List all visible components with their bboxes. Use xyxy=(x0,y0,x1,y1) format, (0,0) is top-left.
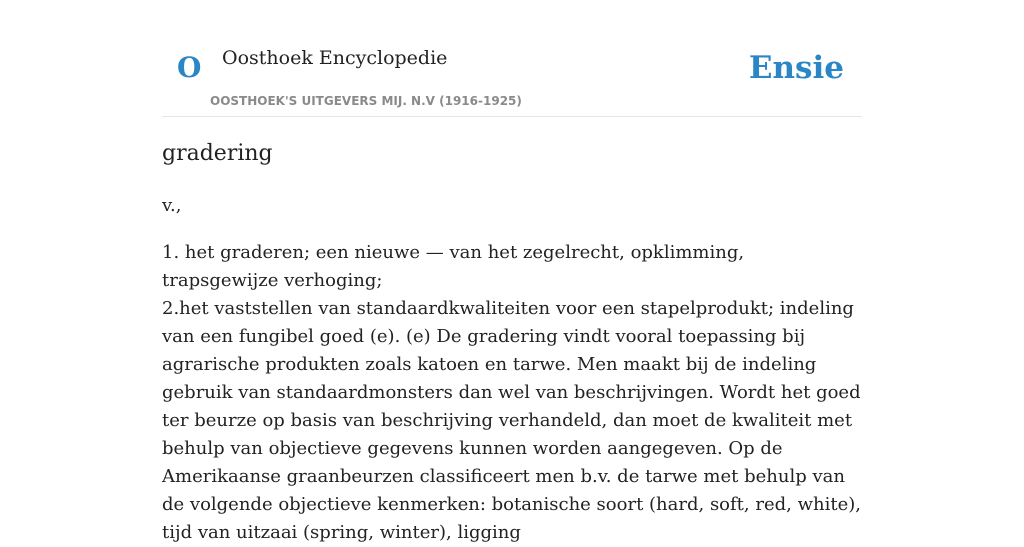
content-container xyxy=(162,0,862,543)
part-of-speech: v., xyxy=(162,195,182,216)
site-title[interactable]: Oosthoek Encyclopedie xyxy=(222,47,448,69)
site-logo[interactable]: O xyxy=(177,51,202,84)
entry-headword: gradering xyxy=(162,141,273,166)
publisher-label: OOSTHOEK'S UITGEVERS MIJ. N.V (1916-1925) xyxy=(210,94,522,108)
site-header xyxy=(162,0,862,117)
entry-definition xyxy=(162,239,862,547)
definition-2: 2.het vaststellen van standaardkwaliteiten voor een stapelprodukt; indeling van een fungibel goed (e). (e) De gradering vindt vooral toepassing bij agrarische produkten zoals katoen en tarwe. Men maakt bij de indeling gebruik van standaardmonsters dan wel van beschrijvingen. Wordt het goed ter beurze op basis van beschrijving verhandeld, dan moet de kwaliteit met behulp van objectieve gegevens kunnen worden aangegeven. Op de Amerikaanse graanbeurzen classificeert men b.v. de tarwe met behulp van de volgende objectieve kenmerken: botanische soort (hard, soft, red, white), tijd van uitzaai (spring, winter), ligging xyxy=(162,298,861,543)
brand-logo[interactable]: Ensie xyxy=(748,50,844,86)
definition-1: 1. het graderen; een nieuwe — van het zegelrecht, opklimming, trapsgewijze verhoging; xyxy=(162,242,745,291)
